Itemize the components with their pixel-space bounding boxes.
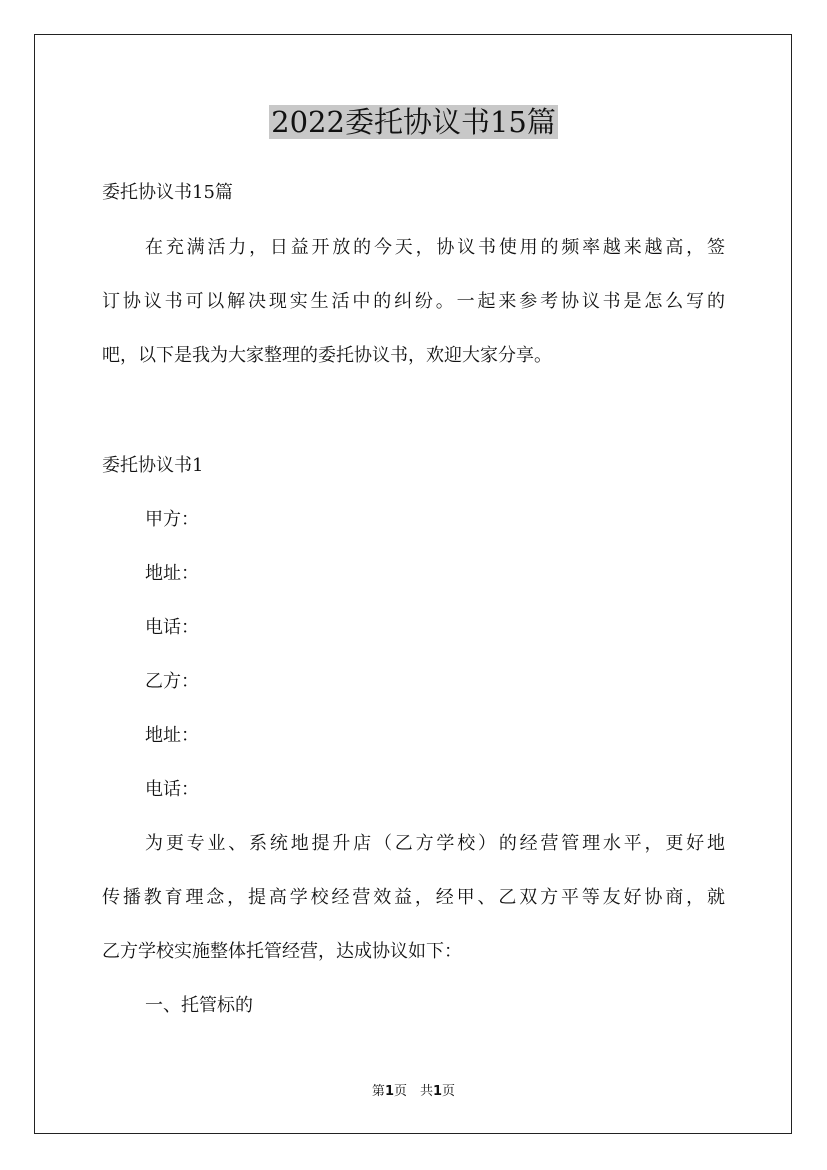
page-footer [0, 1083, 827, 1101]
footer-page-number: 1 [384, 1084, 394, 1099]
footer-total-pages: 1 [433, 1084, 443, 1099]
document-subtitle: 委托协议书15篇 [102, 182, 233, 203]
purpose-line-3: 乙方学校实施整体托管经营，达成协议如下： [102, 941, 462, 962]
address-a-field: 地址： [145, 563, 199, 584]
purpose-line-2: 传播教育理念，提高学校经营效益，经甲、乙双方平等友好协商，就 [102, 887, 725, 908]
footer-mid: 页 共 [393, 1084, 433, 1099]
phone-b-field: 电话： [145, 779, 199, 800]
phone-a-field: 电话： [145, 617, 199, 638]
document-title [0, 100, 827, 144]
document-title-text: 2022委托协议书15篇 [271, 105, 556, 139]
footer-suffix: 页 [442, 1084, 456, 1099]
clause-1-heading: 一、托管标的 [145, 995, 253, 1016]
section-heading: 委托协议书1 [102, 455, 204, 476]
party-a-field: 甲方： [145, 509, 199, 530]
intro-line-1: 在充满活力，日益开放的今天，协议书使用的频率越来越高，签 [145, 237, 725, 258]
intro-line-3: 吧，以下是我为大家整理的委托协议书，欢迎大家分享。 [102, 345, 552, 366]
party-b-field: 乙方： [145, 671, 199, 692]
intro-line-2: 订协议书可以解决现实生活中的纠纷。一起来参考协议书是怎么写的 [102, 291, 725, 312]
address-b-field: 地址： [145, 725, 199, 746]
footer-prefix: 第 [371, 1084, 385, 1099]
purpose-line-1: 为更专业、系统地提升店（乙方学校）的经营管理水平，更好地 [145, 833, 725, 854]
